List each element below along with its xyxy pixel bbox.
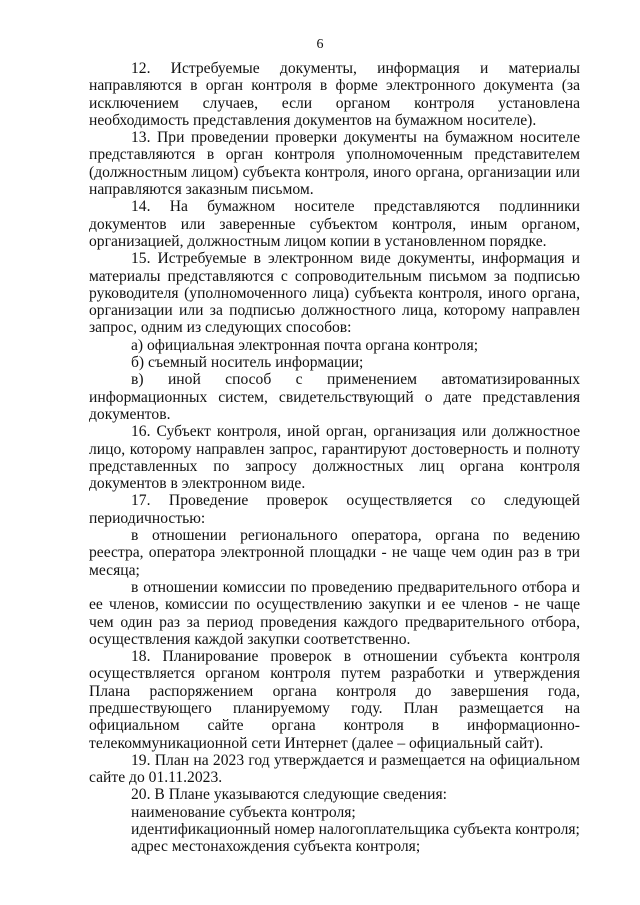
paragraph-17: 17. Проведение проверок осуществляется со следующей периодичностью:: [89, 492, 580, 527]
paragraph-15: 15. Истребуемые в электронном виде документы, информация и материалы представляются с сопроводительным письмом за подписью руководителя (уполномоченного лица) субъекта контроля, иного органа, организации или за подписью должностного лица, которому направлен запрос, одним из следующих способов:: [89, 250, 580, 337]
paragraph-13: 13. При проведении проверки документы на бумажном носителе представляются в орган контроля уполномоченным представителем (должностным лицом) субъекта контроля, иного органа, организации или направляются заказным письмом.: [89, 129, 580, 199]
page-number: 6: [316, 37, 324, 52]
paragraph-12: 12. Истребуемые документы, информация и материалы направляются в орган контроля в форме электронного документа (за исключением случаев, если органом контроля установлена необходимость представления документов на бумажном носителе).: [89, 60, 580, 129]
document-body: [89, 60, 580, 856]
paragraph-14: 14. На бумажном носителе представляются подлинники документов или заверенные субъектом контроля, иным органом, организацией, должностным лицом копии в установленном порядке.: [89, 198, 580, 250]
paragraph-18: 18. Планирование проверок в отношении субъекта контроля осуществляется органом контроля путем разработки и утверждения Плана распоряжением органа контроля до завершения года, предшествующего планируемому году. План размещается на официальном сайте органа контроля в информационно-телекоммуникационной сети Интернет (далее – официальный сайт).: [89, 648, 580, 752]
list-item-v: в) иной способ с применением автоматизированных информационных систем, свидетельствующий о дате представления документов.: [89, 371, 580, 423]
paragraph-20-item-2: идентификационный номер налогоплательщика субъекта контроля;: [131, 821, 580, 839]
paragraph-20-item-3: адрес местонахождения субъекта контроля;: [131, 838, 421, 856]
paragraph-17-item-2: в отношении комиссии по проведению предварительного отбора и ее членов, комиссии по осуществлению закупки и ее членов - не чаще чем один раз за период проведения каждого предварительного отбора, осуществления каждой закупки соответственно.: [89, 578, 580, 648]
paragraph-20: 20. В Плане указываются следующие сведения:: [131, 786, 447, 804]
paragraph-20-item-1: наименование субъекта контроля;: [131, 803, 356, 821]
list-item-b: б) съемный носитель информации;: [131, 354, 364, 372]
list-item-a: а) официальная электронная почта органа контроля;: [131, 336, 479, 354]
paragraph-19: 19. План на 2023 год утверждается и размещается на официальном сайте до 01.11.2023.: [89, 751, 580, 787]
paragraph-17-item-1: в отношении регионального оператора, органа по ведению реестра, оператора электронной площадки - не чаще чем один раз в три месяца;: [89, 527, 580, 579]
paragraph-16: 16. Субъект контроля, иной орган, организация или должностное лицо, которому направлен запрос, гарантируют достоверность и полноту представленных по запросу должностных лиц органа контроля документов в электронном виде.: [89, 423, 580, 493]
